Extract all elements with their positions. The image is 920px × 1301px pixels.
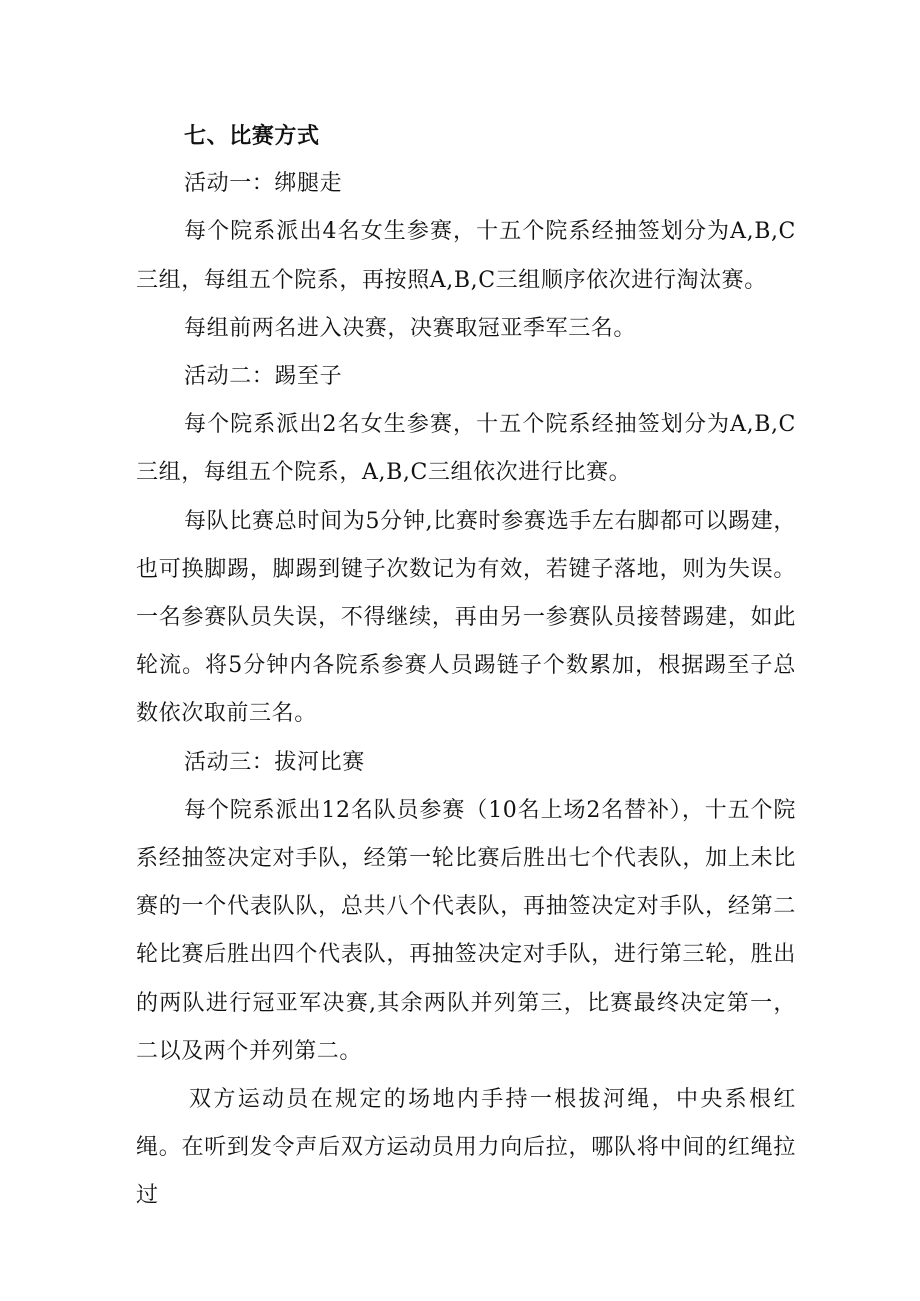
document-body: [136, 112, 796, 1221]
activity-3-title: 活动三：拔河比赛: [184, 749, 365, 775]
activity-1-paragraph-1: 每个院系派出4名女生参赛，十五个院系经抽签划分为A,B,C三组，每组五个院系，再按照A,B,C三组顺序依次进行淘汰赛。: [136, 219, 796, 293]
activity-2-paragraph-2: 每队比赛总时间为5分钟,比赛时参赛选手左右脚都可以踢建，也可换脚踢，脚踢到键子次数记为有效，若键子落地，则为失误。一名参赛队员失误，不得继续，再由另一参赛队员接替踢建，如此轮流。将5分钟内各院系参赛人员踢链子个数累加，根据踢至子总数依次取前三名。: [136, 508, 796, 727]
activity-1-paragraph-2: 每组前两名进入决赛，决赛取冠亚季军三名。: [184, 315, 637, 341]
section-heading: 七、比赛方式: [184, 123, 320, 149]
activity-3-paragraph-1: 每个院系派出12名队员参赛（10名上场2名替补），十五个院系经抽签决定对手队，经第一轮比赛后胜出七个代表队，加上未比赛的一个代表队队，总共八个代表队，再抽签决定对手队，经第二轮比赛后胜出四个代表队，再抽签决定对手队，进行第三轮，胜出的两队进行冠亚军决赛,其余两队并列第三，比赛最终决定第一，二以及两个并列第二。: [136, 797, 796, 1064]
activity-1-title: 活动一：绑腿走: [184, 171, 343, 197]
activity-2-title: 活动二：踢至子: [184, 364, 343, 390]
activity-2-paragraph-1: 每个院系派出2名女生参赛，十五个院系经抽签划分为A,B,C三组，每组五个院系，A,B,C三组依次进行比赛。: [136, 412, 796, 486]
activity-3-paragraph-2: 双方运动员在规定的场地内手持一根拔河绳，中央系根红绳。在听到发令声后双方运动员用力向后拉，哪队将中间的红绳拉过: [136, 1087, 796, 1209]
